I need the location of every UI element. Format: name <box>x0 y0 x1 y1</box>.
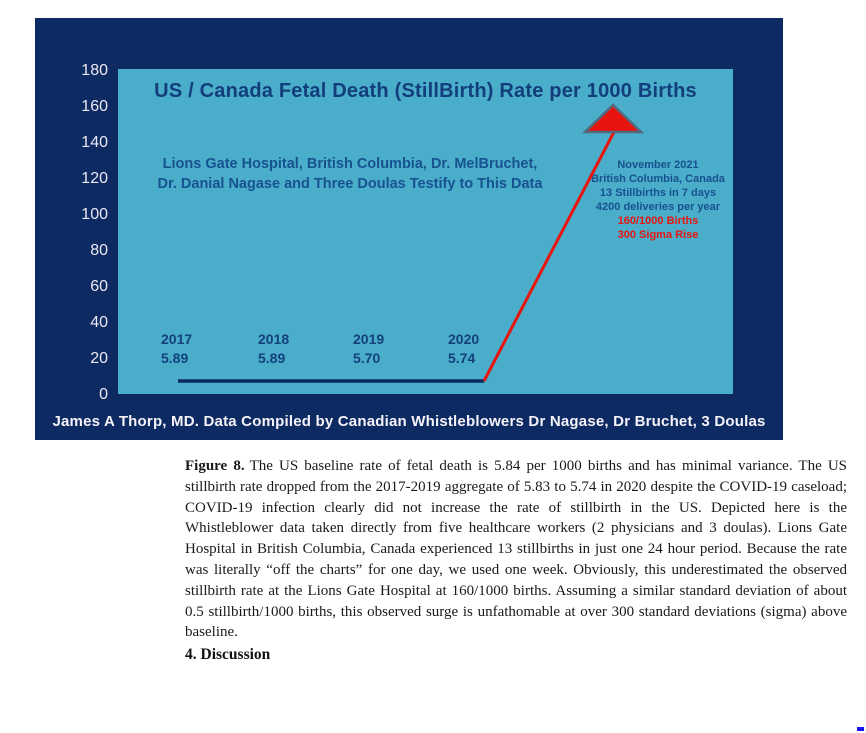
y-tick-40: 40 <box>90 314 108 331</box>
annotation-date: November 2021 <box>617 159 699 171</box>
figure-caption-label: Figure 8. <box>185 458 245 474</box>
chart-footer-credit: James A Thorp, MD. Data Compiled by Canadian Whistleblowers Dr Nagase, Dr Bruchet, 3 Doulas <box>52 413 766 430</box>
y-axis-tick-labels <box>35 62 112 403</box>
year-value: 5.74 <box>448 350 476 366</box>
spike-arrowhead-icon <box>585 105 641 132</box>
plot-area <box>118 69 733 394</box>
chart-subtitle-line-1: Lions Gate Hospital, British Columbia, Dr. MelBruchet, <box>162 156 538 172</box>
annotation-stillbirths: 13 Stillbirths in 7 days <box>599 187 717 199</box>
year-value: 5.70 <box>353 350 381 366</box>
chart-subtitle-line-2: Dr. Danial Nagase and Three Doulas Testify to This Data <box>157 176 543 192</box>
y-tick-20: 20 <box>90 350 108 367</box>
annotation-sigma: 300 Sigma Rise <box>617 229 699 241</box>
section-heading-discussion: 4. Discussion <box>185 646 271 663</box>
y-tick-80: 80 <box>90 242 108 259</box>
annotation-deliveries: 4200 deliveries per year <box>595 201 721 213</box>
y-tick-0: 0 <box>99 386 108 403</box>
year-label: 2018 <box>258 331 290 347</box>
stillbirth-chart-figure <box>35 18 783 440</box>
spike-arrow-shaft <box>484 130 615 381</box>
year-label: 2017 <box>161 331 193 347</box>
year-value: 5.89 <box>258 350 286 366</box>
y-tick-180: 180 <box>81 62 108 79</box>
annotation-rate: 160/1000 Births <box>617 215 699 227</box>
year-value: 5.89 <box>161 350 189 366</box>
annotation-location: British Columbia, Canada <box>591 173 725 185</box>
chart-title: US / Canada Fetal Death (StillBirth) Rate per 1000 Births <box>154 80 697 102</box>
y-tick-60: 60 <box>90 278 108 295</box>
year-label: 2019 <box>353 331 385 347</box>
figure-caption <box>185 456 847 643</box>
year-label: 2020 <box>448 331 480 347</box>
figure-caption-text: The US baseline rate of fetal death is 5.84 per 1000 births and has minimal variance. The US stillbirth rate dropped from the 2017-2019 aggregate of 5.83 to 5.74 in 2020 despite the COVID-19 caseload; COVID-19 infection clearly did not increase the rate of stillbirth in the US. Depicted here is the Whistleblower data taken directly from five healthcare workers (2 physicians and 3 doulas). Lions Gate Hospital in British Columbia, Canada experienced 13 stillbirths in just one 24 hour period. Because the rate was literally “off the charts” for one day, we used one week. Obviously, this underestimated the observed stillbirth rate at the Lions Gate Hospital at 160/1000 births. Assuming a similar standard deviation of about 0.5 stillbirth/1000 births, this observed surge is unfathomable at over 300 standard deviations (sigma) above baseline. <box>185 458 848 641</box>
page-corner-artifact <box>857 727 864 731</box>
y-tick-100: 100 <box>81 206 108 223</box>
trend-line-and-arrow-graphic <box>118 69 733 394</box>
y-tick-160: 160 <box>81 98 108 115</box>
y-tick-120: 120 <box>81 170 108 187</box>
y-tick-140: 140 <box>81 134 108 151</box>
